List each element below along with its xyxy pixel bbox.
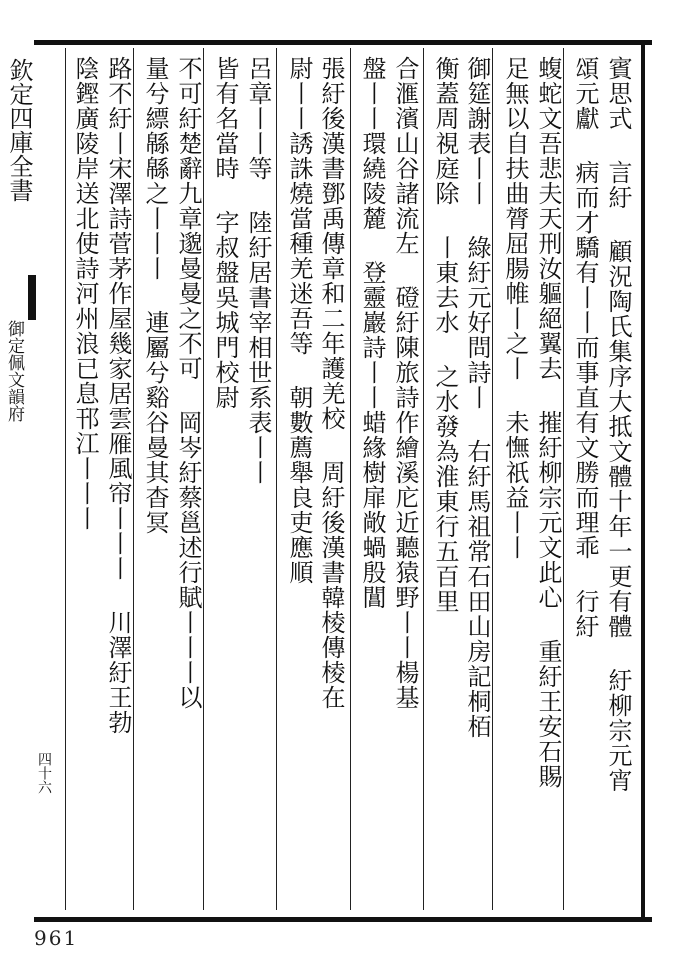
column-divider: [350, 48, 351, 910]
volume-title: 御定佩文韻府: [4, 320, 24, 422]
column-text: 頌元獻 病而才驕有丨丨而事直有文勝而理乖 行紆: [571, 56, 599, 639]
column-text: 蝮蛇文吾悲夫天刑汝軀絕翼去 摧紆柳宗元文此心 重紆王安石賜: [534, 56, 562, 789]
frame-right-border: [641, 40, 645, 917]
column-divider: [203, 48, 204, 910]
column-text: 尉丨丨誘誅燒當種羌迷吾等 朝數薦舉良吏應順: [285, 56, 313, 585]
text-column: [462, 56, 492, 906]
text-column: [357, 56, 387, 906]
column-divider: [133, 48, 134, 910]
text-column: [173, 56, 203, 906]
text-column: [243, 56, 273, 906]
text-column: [316, 56, 346, 906]
column-text: 盤丨丨環繞陵麓 登靈巖詩丨丨蜡緣樹扉敞蝸殷閶: [358, 56, 386, 610]
column-text: 陰鏗廣陵岸送北使詩河州浪已息邗江丨丨丨: [71, 56, 99, 531]
text-column: [570, 56, 600, 906]
text-column: [390, 56, 420, 906]
column-text: 路不紆丨宋澤詩菅茅作屋幾家居雲雁風帘丨丨丨 川澤紆王勃: [104, 56, 132, 735]
column-text: 張紆後漢書鄧禹傳章和二年護羌校 周紆後漢書韓棱傳棱在: [317, 56, 345, 710]
column-divider: [492, 48, 493, 910]
text-column: [210, 56, 240, 906]
column-text: 呂章丨丨等 陸紆居書宰相世系表丨丨: [244, 56, 272, 485]
column-text: 衡蓋周視庭除 丨東去水 之水發為淮東行五百里: [431, 56, 459, 614]
text-column: [430, 56, 460, 906]
text-column: [103, 56, 133, 906]
text-column: [603, 56, 633, 906]
text-column: [500, 56, 530, 906]
column-divider: [276, 48, 277, 910]
book-title: 欽定四庫全書: [5, 58, 33, 202]
column-text: 御筵謝表丨丨 綠紆元好問詩丨 右紆馬祖常石田山房記桐栢: [463, 56, 491, 739]
column-divider: [65, 48, 66, 910]
column-text: 量兮縹緜緜之丨丨丨 連屬兮谿谷曼其杳冥: [141, 56, 169, 535]
text-column: [140, 56, 170, 906]
text-column: [284, 56, 314, 906]
fold-marker: [28, 275, 36, 320]
column-text: 足無以自扶曲膂屈腸帷丨之丨 未憮祇益丨丨: [501, 56, 529, 560]
text-column: [533, 56, 563, 906]
footer-number: 961: [34, 926, 79, 950]
column-divider: [563, 48, 564, 910]
column-text: 賓思式 言紆 顧況陶氏集序大抵文體十年一更有體 紆柳宗元宵: [604, 56, 632, 793]
column-divider: [423, 48, 424, 910]
text-column: [70, 56, 100, 906]
column-text: 不可紆楚辭九章邈曼曼之不可 岡岑紆蔡邕述行賦丨丨丨以: [174, 56, 202, 710]
column-text: 皆有名當時 字叔盤吳城門校尉: [211, 56, 239, 410]
page-number: 四十六: [36, 752, 52, 794]
column-text: 合滙濱山谷諸流左 磴紆陳旅詩作繪溪庀近聽猿野丨丨楊基: [391, 56, 419, 710]
